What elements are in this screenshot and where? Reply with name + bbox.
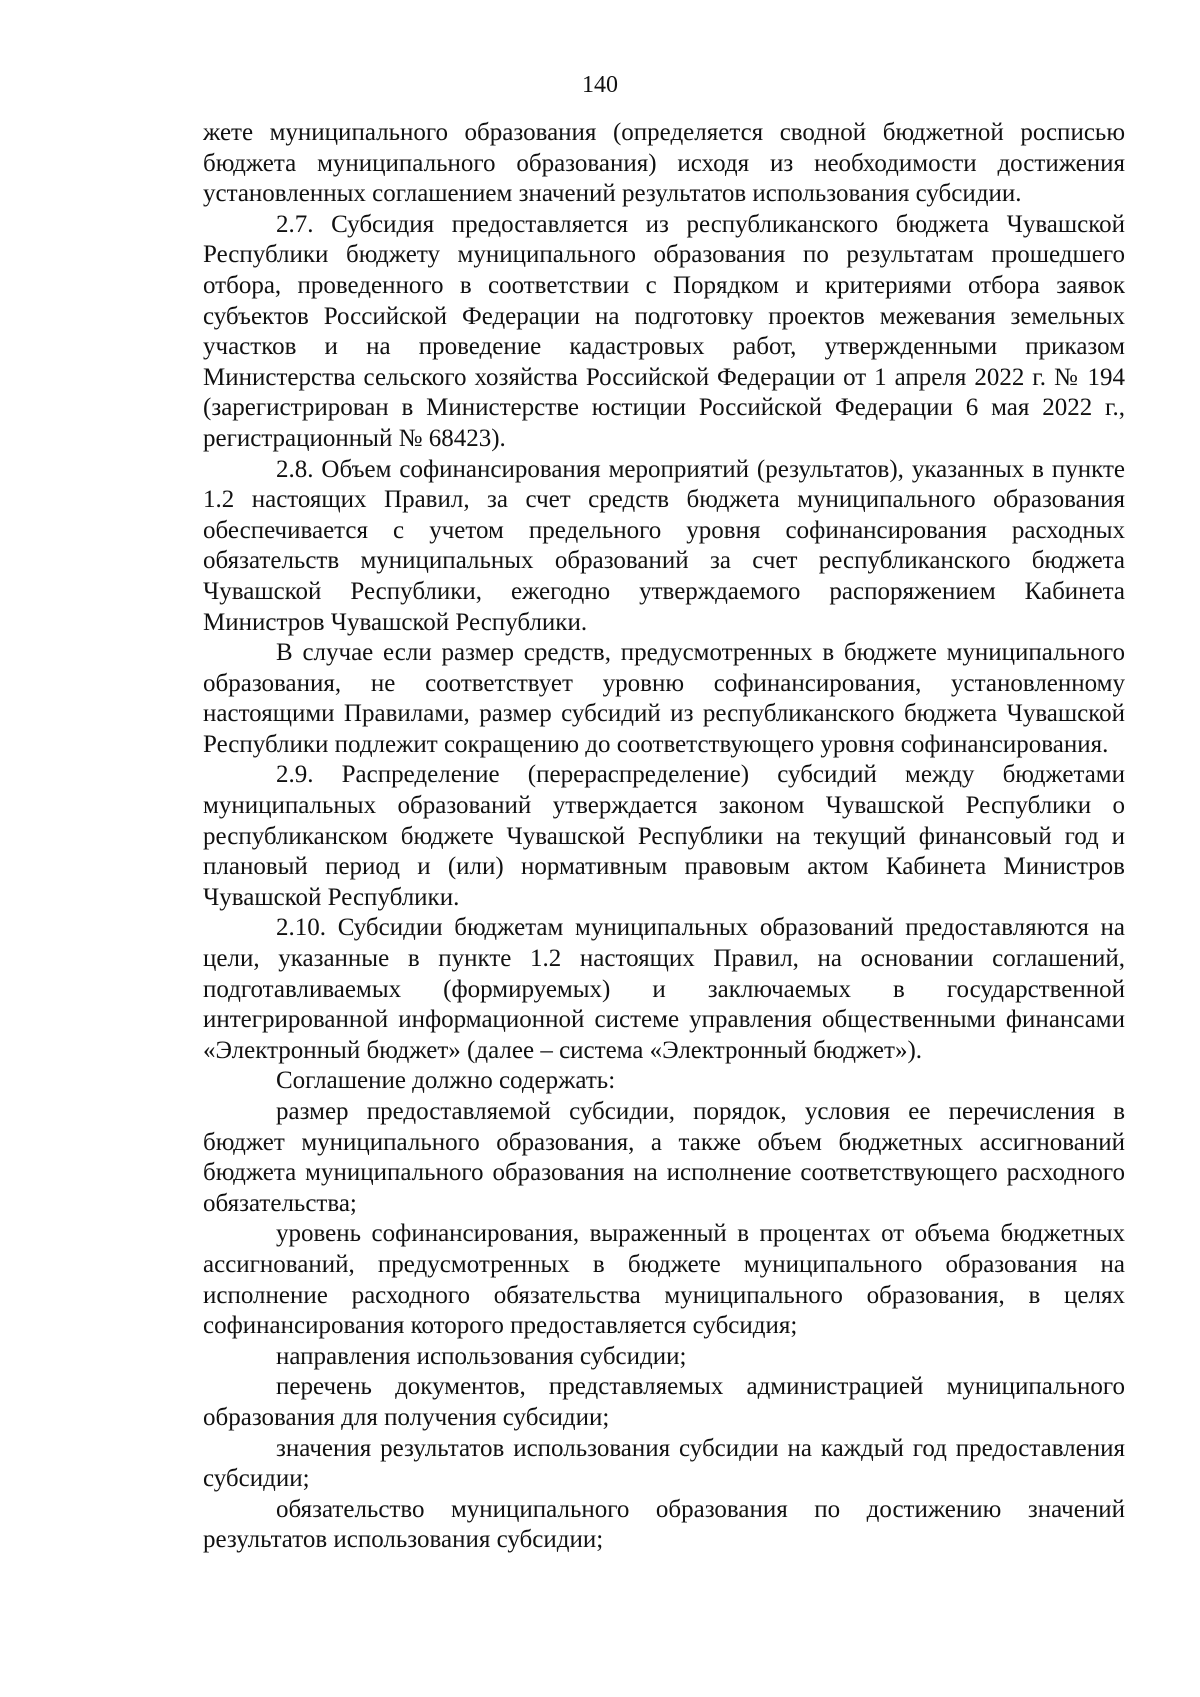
paragraph-agreement-intro: Соглашение должно содержать: xyxy=(276,1067,616,1095)
list-item-obligation: обязательство муниципального образования по достижению значений результатов использования субсидии; xyxy=(203,1495,1125,1554)
paragraph-2-8: 2.8. Объем софинансирования мероприятий (результатов), указанных в пункте 1.2 настоящих Правил, за счет средств бюджета муниципального образования обеспечивается с учетом предельного уровня софинансирования расходных обязательств муниципальных образований за счет республиканского бюджета Чувашской Республики, ежегодно утверждаемого распоряжением Кабинета Министров Чувашской Республики. xyxy=(203,455,1125,636)
page-number: 140 xyxy=(582,72,618,98)
paragraph-2-7: 2.7. Субсидия предоставляется из республиканского бюджета Чувашской Республики бюджету муниципального образования по результатам прошедшего отбора, проведенного в соответствии с Порядком и критериями отбора заявок субъектов Российской Федерации на подготовку проектов межевания земельных участков и на проведение кадастровых работ, утвержденными приказом Министерства сельского хозяйства Российской Федерации от 1 апреля 2022 г. № 194 (зарегистрирован в Министерстве юстиции Российской Федерации 6 мая 2022 г., регистрационный № 68423). xyxy=(203,210,1125,452)
document-body xyxy=(203,118,1125,1556)
list-item-documents: перечень документов, представляемых администрацией муниципального образования для получения субсидии; xyxy=(203,1373,1125,1431)
paragraph-cofinancing-reduction: В случае если размер средств, предусмотренных в бюджете муниципального образования, не соответствует уровню софинансирования, установленному настоящими Правилами, размер субсидий из республиканского бюджета Чувашской Республики подлежит сокращению до соответствующего уровня софинансирования. xyxy=(203,639,1125,758)
paragraph-continuation: жете муниципального образования (определяется сводной бюджетной росписью бюджета муниципального образования) исходя из необходимости достижения установленных соглашением значений результатов использования субсидии. xyxy=(203,119,1125,208)
list-item-directions: направления использования субсидии; xyxy=(276,1342,687,1370)
paragraph-2-10: 2.10. Субсидии бюджетам муниципальных образований предоставляются на цели, указанные в пункте 1.2 настоящих Правил, на основании соглашений, подготавливаемых (формируемых) и заключаемых в государственной интегрированной информационной системе управления общественными финансами «Электронный бюджет» (далее – система «Электронный бюджет»). xyxy=(203,914,1125,1064)
paragraph-2-9: 2.9. Распределение (перераспределение) субсидий между бюджетами муниципальных образований утверждается законом Чувашской Республики о республиканском бюджете Чувашской Республики на текущий финансовый год и плановый период и (или) нормативным правовым актом Кабинета Министров Чувашской Республики. xyxy=(203,761,1125,911)
list-item-result-values: значения результатов использования субсидии на каждый год предоставления субсидии; xyxy=(203,1434,1125,1493)
list-item-cofinancing-level: уровень софинансирования, выраженный в процентах от объема бюджетных ассигнований, предусмотренных в бюджете муниципального образования на исполнение расходного обязательства муниципального образования, в целях софинансирования которого предоставляется субсидия; xyxy=(203,1220,1125,1340)
list-item-subsidy-amount: размер предоставляемой субсидии, порядок, условия ее перечисления в бюджет муниципального образования, а также объем бюджетных ассигнований бюджета муниципального образования на исполнение соответствующего расходного обязательства; xyxy=(203,1098,1125,1217)
